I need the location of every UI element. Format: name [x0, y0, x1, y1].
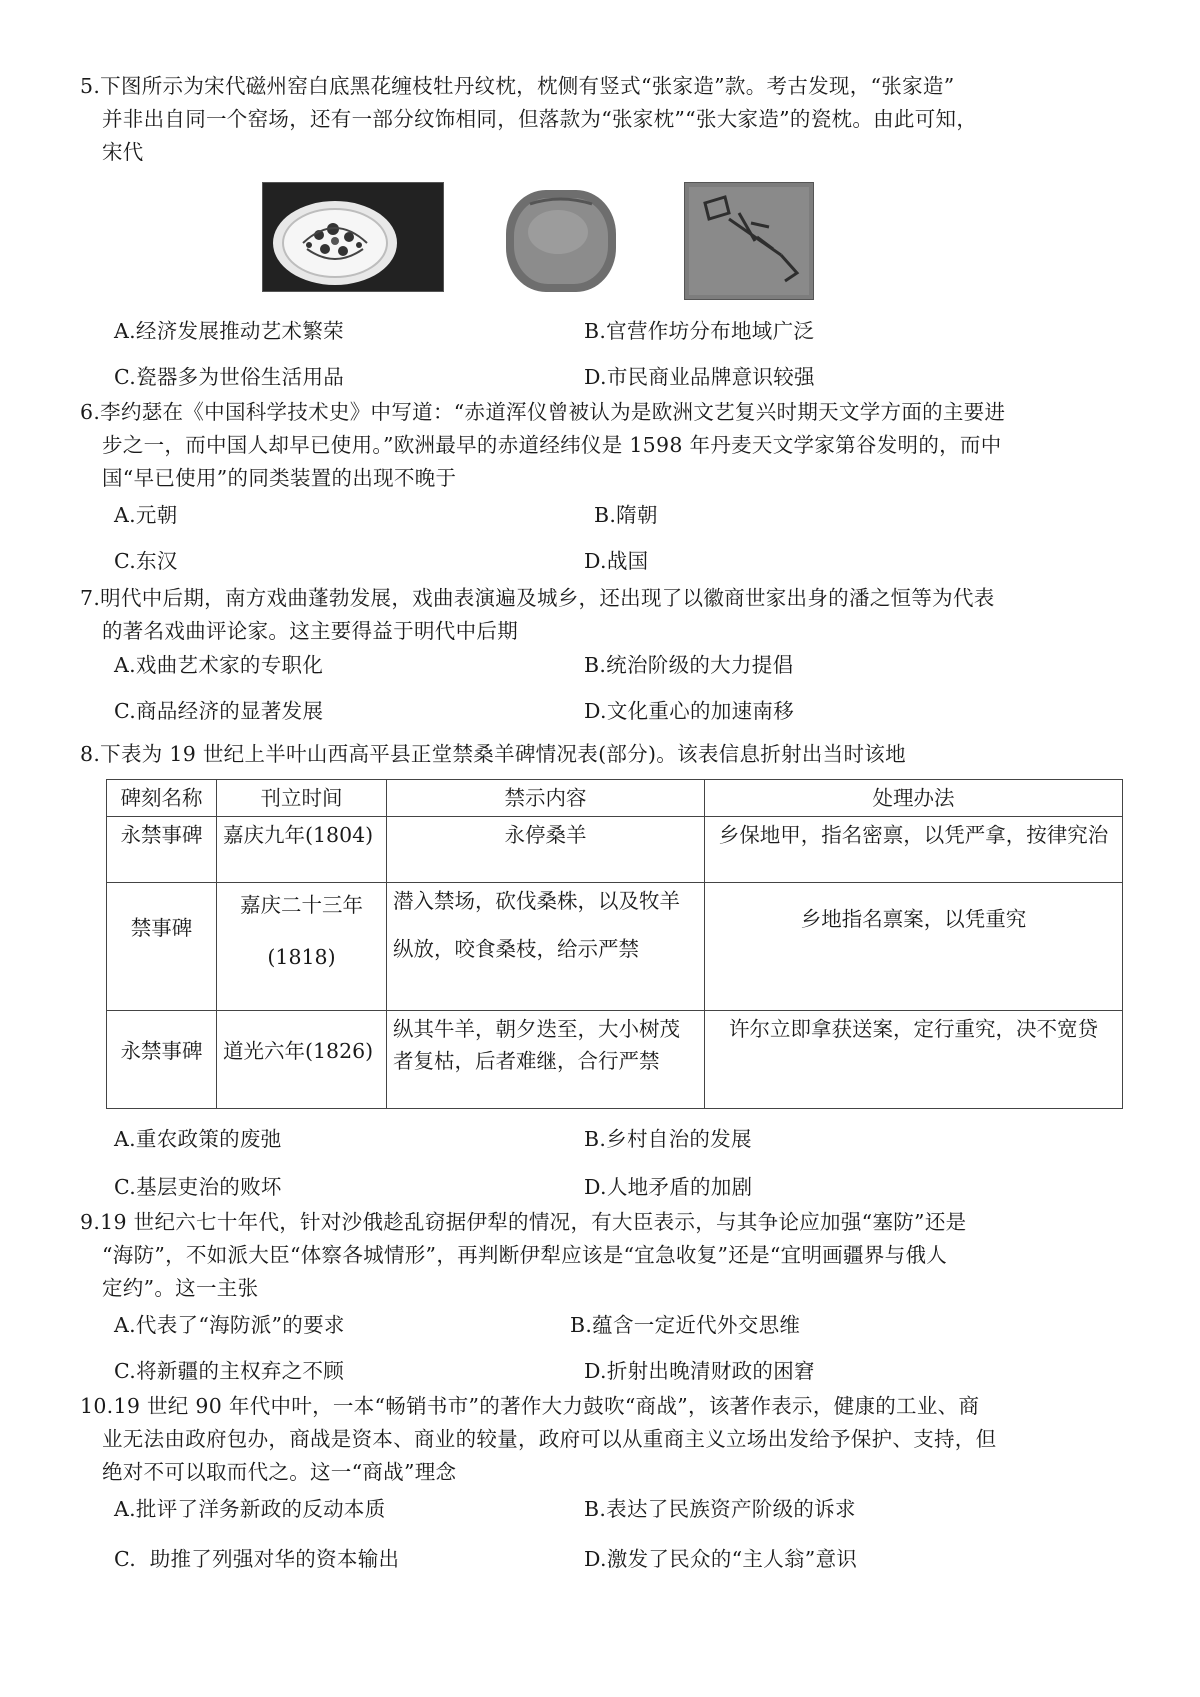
table-cell-time-year: 嘉庆二十三年 — [240, 893, 363, 917]
question-8-option-b[interactable]: B.乡村自治的发展 — [584, 1127, 752, 1151]
question-5-line-1: 5.下图所示为宋代磁州窑白底黑花缠枝牡丹纹枕，枕侧有竖式“张家造”款。考古发现，“张家造” — [80, 74, 955, 98]
question-7-stem — [80, 582, 1140, 648]
question-5-option-c[interactable]: C.瓷器多为世俗生活用品 — [114, 365, 345, 389]
table-cell-handling: 乡地指名禀案，以凭重究 — [705, 883, 1123, 1011]
question-9-stem — [80, 1206, 1140, 1305]
question-10-line-1: 10.19 世纪 90 年代中叶，一本“畅销书市”的著作大力鼓吹“商战”，该著作表示，健康的工业、商 — [80, 1394, 980, 1418]
question-7-option-d[interactable]: D.文化重心的加速南移 — [584, 699, 795, 723]
table-cell-content-part-1: 潜入禁场，砍伐桑株，以及牧羊 — [393, 889, 680, 913]
question-10-stem — [80, 1390, 1140, 1489]
question-6-option-c[interactable]: C.东汉 — [114, 549, 178, 573]
pillow-front-image — [263, 183, 443, 291]
question-6-line-1: 6.李约瑟在《中国科学技术史》中写道：“赤道浑仪曾被认为是欧洲文艺复兴时期天文学方面的主要进 — [80, 400, 1006, 424]
question-8-option-d[interactable]: D.人地矛盾的加剧 — [584, 1175, 753, 1199]
question-6-line-3: 国“早已使用”的同类装置的出现不晚于 — [102, 466, 457, 490]
question-8-line-1: 8.下表为 19 世纪上半叶山西高平县正堂禁桑羊碑情况表(部分)。该表信息折射出当时该地 — [80, 742, 906, 766]
question-9-line-3: 定约”。这一主张 — [102, 1276, 259, 1300]
pillow-front-photo — [262, 182, 444, 292]
table-cell-time — [217, 883, 387, 1011]
question-6-option-a[interactable]: A.元朝 — [114, 503, 178, 527]
question-5-stem — [80, 70, 1140, 169]
question-6-stem — [80, 396, 1140, 495]
question-7-line-2: 的著名戏曲评论家。这主要得益于明代中后期 — [102, 619, 518, 643]
table-row — [107, 817, 1123, 883]
stele-table — [106, 779, 1123, 1109]
question-5-option-d[interactable]: D.市民商业品牌意识较强 — [584, 365, 815, 389]
table-cell-handling: 许尔立即拿获送案，定行重究，决不宽贷 — [705, 1011, 1123, 1109]
table-cell-content: 纵其牛羊，朝夕迭至，大小树茂者复枯，后者难继，合行严禁 — [387, 1011, 705, 1109]
table-cell-name: 永禁事碑 — [107, 1011, 217, 1109]
question-6-line-2: 步之一，而中国人却早已使用。”欧洲最早的赤道经纬仪是 1598 年丹麦天文学家第谷发明的，而中 — [102, 433, 1002, 457]
table-header-row — [107, 780, 1123, 817]
question-7-option-b[interactable]: B.统治阶级的大力提倡 — [584, 653, 794, 677]
question-10-option-a[interactable]: A.批评了洋务新政的反动本质 — [114, 1497, 386, 1521]
question-9-option-b[interactable]: B.蕴含一定近代外交思维 — [570, 1313, 801, 1337]
table-header: 碑刻名称 — [107, 780, 217, 817]
inscription-mark-image — [685, 183, 813, 299]
question-10-option-b[interactable]: B.表达了民族资产阶级的诉求 — [584, 1497, 856, 1521]
table-row — [107, 1011, 1123, 1109]
table-cell-name: 永禁事碑 — [107, 817, 217, 883]
question-5-option-a[interactable]: A.经济发展推动艺术繁荣 — [114, 319, 344, 343]
question-8-stem — [80, 738, 1140, 771]
pillow-side-image — [500, 182, 622, 298]
question-8-option-a[interactable]: A.重农政策的废弛 — [114, 1127, 282, 1151]
question-10-option-c[interactable]: C. 助推了列强对华的资本输出 — [114, 1547, 400, 1571]
question-8-option-c[interactable]: C.基层吏治的败坏 — [114, 1175, 282, 1199]
table-cell-handling: 乡保地甲，指名密禀，以凭严拿，按律究治 — [705, 817, 1123, 883]
question-6-option-b[interactable]: B.隋朝 — [594, 503, 658, 527]
table-header: 刊立时间 — [217, 780, 387, 817]
question-7-option-a[interactable]: A.戏曲艺术家的专职化 — [114, 653, 324, 677]
table-header: 处理办法 — [705, 780, 1123, 817]
question-7-option-c[interactable]: C.商品经济的显著发展 — [114, 699, 324, 723]
question-9-option-c[interactable]: C.将新疆的主权弃之不顾 — [114, 1359, 345, 1383]
question-5-line-3: 宋代 — [102, 140, 144, 164]
question-9-option-d[interactable]: D.折射出晚清财政的困窘 — [584, 1359, 815, 1383]
question-6-option-d[interactable]: D.战国 — [584, 549, 649, 573]
question-10-line-3: 绝对不可以取而代之。这一“商战”理念 — [102, 1460, 457, 1484]
question-5-option-b[interactable]: B.官营作坊分布地域广泛 — [584, 319, 815, 343]
table-cell-time-ad: (1818) — [267, 945, 336, 969]
question-9-line-2: “海防”，不如派大臣“体察各城情形”，再判断伊犁应该是“宜急收复”还是“宜明画疆界与俄人 — [102, 1243, 948, 1267]
question-9-option-a[interactable]: A.代表了“海防派”的要求 — [114, 1313, 345, 1337]
question-9-line-1: 9.19 世纪六七十年代，针对沙俄趁乱窃据伊犁的情况，有大臣表示，与其争论应加强“塞防”还是 — [80, 1210, 967, 1234]
table-header: 禁示内容 — [387, 780, 705, 817]
table-cell-name: 禁事碑 — [107, 883, 217, 1011]
question-7-line-1: 7.明代中后期，南方戏曲蓬勃发展，戏曲表演遍及城乡，还出现了以徽商世家出身的潘之恒等为代表 — [80, 586, 995, 610]
table-row — [107, 883, 1123, 1011]
table-cell-time: 嘉庆九年(1804) — [217, 817, 387, 883]
question-10-line-2: 业无法由政府包办，商战是资本、商业的较量，政府可以从重商主义立场出发给予保护、支持，但 — [102, 1427, 997, 1451]
table-cell-content-part-2: 纵放，咬食桑枝，给示严禁 — [393, 937, 639, 961]
inscription-mark-photo — [684, 182, 814, 300]
question-10-option-d[interactable]: D.激发了民众的“主人翁”意识 — [584, 1547, 858, 1571]
table-cell-content: 永停桑羊 — [387, 817, 705, 883]
table-cell-content — [387, 883, 705, 1011]
question-5-line-2: 并非出自同一个窑场，还有一部分纹饰相同，但落款为“张家枕”“张大家造”的瓷枕。由此可知， — [102, 107, 978, 131]
pillow-side-photo — [500, 182, 622, 298]
table-cell-time: 道光六年(1826) — [217, 1011, 387, 1109]
